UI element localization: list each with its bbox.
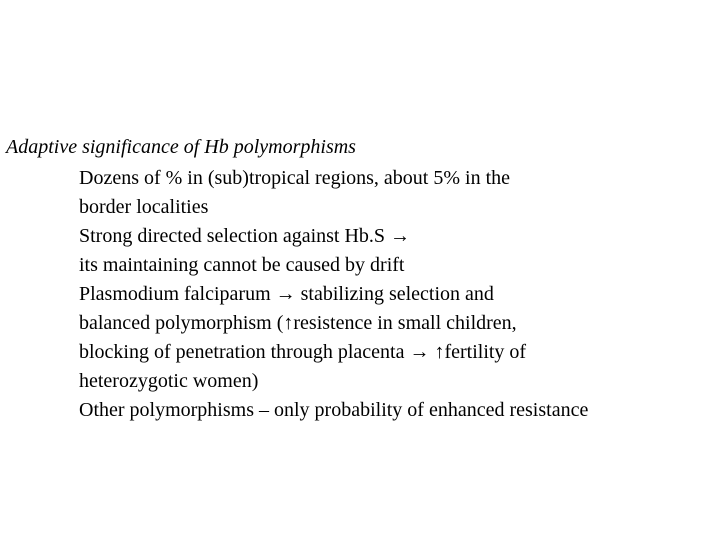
body-line-drift: its maintaining cannot be caused by drift — [79, 254, 405, 276]
body-line-border-localities: border localities — [79, 196, 209, 218]
body-line-plasmodium: Plasmodium falciparum → stabilizing selection and — [79, 283, 494, 305]
body-line-other-polymorphisms: Other polymorphisms – only probability of enhanced resistance — [79, 399, 589, 421]
slide-body — [79, 164, 719, 425]
slide-title: Adaptive significance of Hb polymorphisms — [6, 136, 356, 158]
body-line-directed-selection: Strong directed selection against Hb.S → — [79, 225, 411, 247]
body-line-placenta: blocking of penetration through placenta → ↑fertility of — [79, 341, 527, 363]
body-line-heterozygotic: heterozygotic women) — [79, 370, 259, 392]
body-line-balanced-polymorphism: balanced polymorphism (↑resistence in small children, — [79, 312, 517, 334]
body-line-dozens: Dozens of % in (sub)tropical regions, about 5% in the — [79, 167, 511, 189]
